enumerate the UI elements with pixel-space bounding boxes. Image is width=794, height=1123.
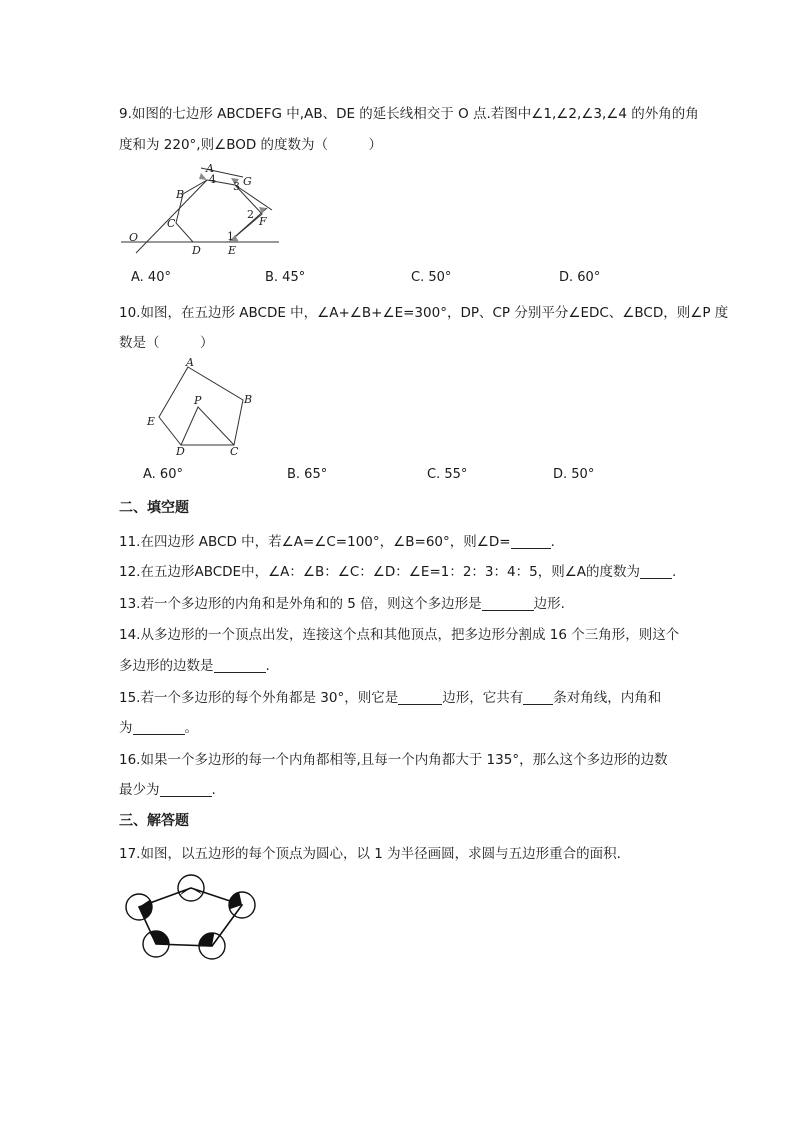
q10-text-line2: 数是（ ） bbox=[119, 335, 214, 351]
q14-text-line1: 14.从多边形的一个顶点出发，连接这个点和其他顶点，把多边形分割成 16 个三角形，则这个 bbox=[119, 627, 680, 643]
q9-label-c: C bbox=[167, 217, 176, 230]
q9-label-f: F bbox=[259, 215, 267, 228]
q10-label-d: D bbox=[176, 445, 185, 458]
q10-option-a[interactable]: A. 60° bbox=[143, 467, 183, 482]
q10-option-c[interactable]: C. 55° bbox=[427, 467, 468, 482]
q15-text-mid2: 条对角线，内角和 bbox=[553, 690, 662, 706]
q9-label-a: A bbox=[206, 162, 214, 175]
q16-answer-blank[interactable] bbox=[160, 782, 212, 797]
q9-option-d[interactable]: D. 60° bbox=[559, 270, 601, 285]
q9-label-b: B bbox=[176, 188, 185, 201]
q10-label-c: C bbox=[230, 445, 239, 458]
q10-label-b: B bbox=[244, 393, 253, 406]
q15-text-mid1: 边形，它共有 bbox=[442, 690, 524, 706]
q12-text bbox=[119, 560, 676, 580]
q13-answer-blank[interactable] bbox=[482, 596, 534, 611]
q10-bisectors bbox=[181, 407, 234, 445]
q17-sector-bottom-right bbox=[199, 933, 214, 947]
q9-label-o: O bbox=[129, 231, 139, 244]
q10-label-a: A bbox=[186, 356, 194, 369]
q12-text-pre: 12.在五边形ABCDE中，∠A：∠B：∠C：∠D：∠E=1：2：3：4：5，则∠A的度数为 bbox=[119, 564, 641, 580]
q10-label-e: E bbox=[147, 415, 156, 428]
q9-text-line2: 度和为 220°,则∠BOD 的度数为（ ） bbox=[119, 137, 383, 153]
q9-label-n2: 2 bbox=[247, 208, 254, 221]
q11-answer-blank[interactable] bbox=[511, 534, 551, 549]
q15-text-post2: 。 bbox=[184, 720, 198, 736]
q13-text-post: 边形. bbox=[533, 596, 565, 612]
q15-answer-blank-2[interactable] bbox=[523, 690, 553, 705]
q10-option-d[interactable]: D. 50° bbox=[553, 467, 595, 482]
q14-answer-blank[interactable] bbox=[214, 658, 266, 673]
q9-heptagon-figure bbox=[119, 158, 284, 260]
q9-label-d: D bbox=[192, 244, 201, 257]
q15-text-pre2: 为 bbox=[119, 720, 133, 736]
q9-label-g: G bbox=[243, 175, 252, 188]
q10-label-p: P bbox=[194, 394, 202, 407]
q12-answer-blank[interactable] bbox=[640, 564, 672, 579]
q14-text-pre: 多边形的边数是 bbox=[119, 658, 214, 674]
q11-text bbox=[119, 530, 555, 550]
q12-text-post: . bbox=[672, 564, 677, 580]
q10-text-line1: 10.如图，在五边形 ABCDE 中，∠A+∠B+∠E=300°，DP、CP 分别平分∠EDC、∠BCD，则∠P 度 bbox=[119, 305, 729, 321]
section-fill-in-heading: 二、填空题 bbox=[119, 500, 189, 516]
q16-text-pre: 最少为 bbox=[119, 782, 160, 798]
q16-text-line2 bbox=[119, 778, 216, 798]
q15-answer-blank-3[interactable] bbox=[133, 720, 185, 735]
q14-text-post: . bbox=[265, 658, 270, 674]
q17-pentagon-circles-figure bbox=[122, 870, 262, 962]
q9-option-c[interactable]: C. 50° bbox=[411, 270, 452, 285]
q9-label-n4: 4 bbox=[209, 173, 216, 186]
section-answer-heading: 三、解答题 bbox=[119, 813, 189, 829]
q9-label-e: E bbox=[228, 244, 237, 257]
q15-text-pre: 15.若一个多边形的每个外角都是 30°，则它是 bbox=[119, 690, 399, 706]
q9-text-line1: 9.如图的七边形 ABCDEFG 中,AB、DE 的延长线相交于 O 点.若图中∠1,∠2,∠3,∠4 的外角的角 bbox=[119, 106, 699, 122]
q15-answer-blank-1[interactable] bbox=[398, 690, 442, 705]
q9-label-n1: 1 bbox=[227, 230, 234, 243]
q10-option-b[interactable]: B. 65° bbox=[287, 467, 328, 482]
q14-text-line2 bbox=[119, 654, 270, 674]
q9-option-b[interactable]: B. 45° bbox=[265, 270, 306, 285]
q9-label-n3: 3 bbox=[233, 180, 240, 193]
q17-text-line1: 17.如图，以五边形的每个顶点为圆心，以 1 为半径画圆，求圆与五边形重合的面积. bbox=[119, 846, 621, 862]
q10-pentagon-figure bbox=[144, 355, 256, 459]
q13-text bbox=[119, 592, 565, 612]
q13-text-pre: 13.若一个多边形的内角和是外角和的 5 倍，则这个多边形是 bbox=[119, 596, 482, 612]
q11-text-post: . bbox=[550, 534, 555, 550]
q9-extension-gf bbox=[235, 185, 272, 210]
q15-text-line2 bbox=[119, 716, 198, 736]
q11-text-pre: 11.在四边形 ABCD 中，若∠A=∠C=100°，∠B=60°，则∠D= bbox=[119, 534, 511, 550]
q16-text-line1: 16.如果一个多边形的每一个内角都相等,且每一个内角都大于 135°，那么这个多边形的边数 bbox=[119, 752, 668, 768]
q9-option-a[interactable]: A. 40° bbox=[131, 270, 171, 285]
q16-text-post: . bbox=[211, 782, 216, 798]
q15-text-line1 bbox=[119, 686, 661, 706]
